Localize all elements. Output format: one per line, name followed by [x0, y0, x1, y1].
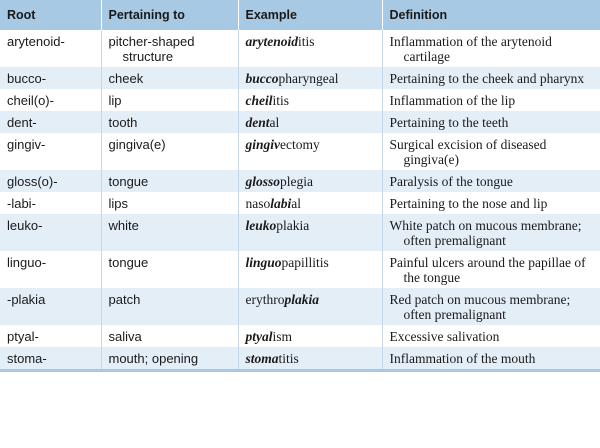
definition-text: Pertaining to the cheek and pharynx	[389, 71, 585, 86]
example-suffix: titis	[278, 351, 299, 366]
table-row	[0, 67, 600, 89]
root-text: linguo-	[7, 255, 47, 270]
root-text: stoma-	[7, 351, 47, 366]
pertaining-cell	[101, 89, 238, 111]
pertaining-cell	[101, 192, 238, 214]
definition-cell	[382, 111, 600, 133]
root-text: bucco-	[7, 71, 47, 86]
root-text: dent-	[7, 115, 37, 130]
example-root-highlight: plakia	[284, 292, 319, 307]
example-cell	[238, 325, 382, 347]
pertaining-text: pitcher-shaped structure	[108, 34, 195, 64]
table-row	[0, 133, 600, 170]
definition-cell	[382, 325, 600, 347]
root-cell	[0, 170, 101, 192]
root-text: -labi-	[7, 196, 36, 211]
pertaining-text: gingiva(e)	[108, 137, 166, 152]
example-root-highlight: gingiv	[245, 137, 281, 152]
example-cell	[238, 89, 382, 111]
header-definition: Definition	[389, 8, 448, 22]
example-suffix: ism	[272, 329, 293, 344]
example-suffix: itis	[272, 93, 290, 108]
example-suffix: papillitis	[281, 255, 329, 270]
header-row	[0, 0, 600, 30]
example-root-highlight: stoma	[245, 351, 279, 366]
example-root-highlight: labi	[270, 196, 292, 211]
root-cell	[0, 325, 101, 347]
definition-cell	[382, 347, 600, 371]
pertaining-text: tooth	[108, 115, 138, 130]
header-example: Example	[238, 0, 382, 30]
table-row	[0, 325, 600, 347]
example-suffix: plegia	[280, 174, 314, 189]
example-root-highlight: glosso	[245, 174, 281, 189]
example-suffix: plakia	[276, 218, 310, 233]
table-row	[0, 347, 600, 371]
root-text: arytenoid-	[7, 34, 65, 49]
pertaining-cell	[101, 325, 238, 347]
example-prefix: erythro	[245, 292, 285, 307]
table-row	[0, 251, 600, 288]
example-suffix: al	[269, 115, 280, 130]
example-prefix: naso	[245, 196, 271, 211]
example-cell	[238, 347, 382, 371]
definition-text: Painful ulcers around the papillae of the tongue	[389, 255, 586, 285]
example-cell	[238, 30, 382, 67]
table-row	[0, 288, 600, 325]
pertaining-cell	[101, 30, 238, 67]
root-text: gloss(o)-	[7, 174, 58, 189]
example-cell	[238, 133, 382, 170]
example-root-highlight: leuko	[245, 218, 277, 233]
root-cell	[0, 347, 101, 371]
pertaining-cell	[101, 251, 238, 288]
example-cell	[238, 214, 382, 251]
root-cell	[0, 133, 101, 170]
root-cell	[0, 288, 101, 325]
pertaining-text: lip	[108, 93, 122, 108]
example-cell	[238, 192, 382, 214]
example-root-highlight: linguo	[245, 255, 282, 270]
root-cell	[0, 30, 101, 67]
example-cell	[238, 288, 382, 325]
example-root-highlight: dent	[245, 115, 270, 130]
root-text: cheil(o)-	[7, 93, 54, 108]
definition-cell	[382, 170, 600, 192]
definition-text: Red patch on mucous membrane; often premalignant	[389, 292, 571, 322]
root-cell	[0, 89, 101, 111]
root-text: leuko-	[7, 218, 43, 233]
pertaining-text: white	[108, 218, 139, 233]
example-cell	[238, 111, 382, 133]
definition-text: Pertaining to the nose and lip	[389, 196, 548, 211]
definition-cell	[382, 214, 600, 251]
header-pertaining-to: Pertaining to	[101, 0, 238, 30]
example-cell	[238, 67, 382, 89]
definition-text: Inflammation of the lip	[389, 93, 516, 108]
definition-cell	[382, 251, 600, 288]
table-header	[0, 0, 600, 30]
definition-text: Paralysis of the tongue	[389, 174, 513, 189]
pertaining-text: tongue	[108, 255, 149, 270]
root-cell	[0, 192, 101, 214]
pertaining-cell	[101, 214, 238, 251]
root-text: gingiv-	[7, 137, 46, 152]
definition-cell	[382, 192, 600, 214]
definition-text: Inflammation of the arytenoid cartilage	[389, 34, 552, 64]
table-row	[0, 214, 600, 251]
example-root-highlight: arytenoid	[245, 34, 298, 49]
definition-cell	[382, 133, 600, 170]
definition-text: Excessive salivation	[389, 329, 500, 344]
table-row	[0, 170, 600, 192]
definition-text: Surgical excision of diseased gingiva(e)	[389, 137, 547, 167]
definition-text: Inflammation of the mouth	[389, 351, 536, 366]
example-cell	[238, 251, 382, 288]
pertaining-text: mouth; opening	[108, 351, 199, 366]
example-suffix: al	[291, 196, 302, 211]
table-row	[0, 89, 600, 111]
table-body	[0, 30, 600, 371]
example-root-highlight: ptyal	[245, 329, 273, 344]
header-root: Root	[0, 0, 101, 30]
pertaining-text: saliva	[108, 329, 142, 344]
pertaining-text: lips	[108, 196, 129, 211]
example-suffix: itis	[298, 34, 315, 49]
definition-cell	[382, 67, 600, 89]
example-cell	[238, 170, 382, 192]
example-suffix: pharyngeal	[278, 71, 339, 86]
example-root-highlight: bucco	[245, 71, 279, 86]
definition-text: White patch on mucous membrane; often premalignant	[389, 218, 582, 248]
root-cell	[0, 111, 101, 133]
definition-cell	[382, 288, 600, 325]
root-text: ptyal-	[7, 329, 39, 344]
root-cell	[0, 214, 101, 251]
pertaining-cell	[101, 111, 238, 133]
definition-cell	[382, 89, 600, 111]
definition-cell	[382, 30, 600, 67]
example-root-highlight: cheil	[245, 93, 273, 108]
table-row	[0, 111, 600, 133]
pertaining-text: tongue	[108, 174, 149, 189]
pertaining-text: patch	[108, 292, 141, 307]
root-cell	[0, 67, 101, 89]
definition-text: Pertaining to the teeth	[389, 115, 509, 130]
root-cell	[0, 251, 101, 288]
table-row	[0, 30, 600, 67]
table-row	[0, 192, 600, 214]
pertaining-cell	[101, 133, 238, 170]
pertaining-cell	[101, 67, 238, 89]
root-text: -plakia	[7, 292, 46, 307]
pertaining-cell	[101, 347, 238, 371]
pertaining-cell	[101, 288, 238, 325]
example-suffix: ectomy	[280, 137, 320, 152]
pertaining-cell	[101, 170, 238, 192]
pertaining-text: cheek	[108, 71, 144, 86]
